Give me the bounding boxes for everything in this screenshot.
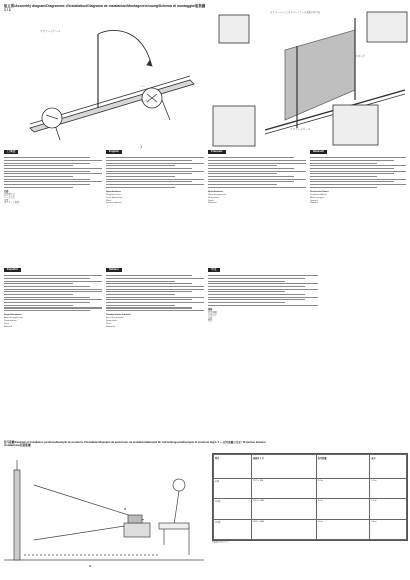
spec-item: 投影面積	[208, 311, 217, 314]
spec-item: Projektionsfläche	[310, 193, 327, 196]
table-row	[214, 478, 407, 498]
table-cell: 2214 × 1245	[252, 499, 317, 519]
table-header: 高さ	[370, 455, 407, 479]
spec-item: Projection area	[106, 193, 121, 196]
spec-item: Dimensioni	[106, 320, 117, 323]
spec-item: Peso	[106, 322, 111, 325]
section-en	[106, 150, 204, 255]
step-number: 1	[140, 144, 143, 149]
section-de	[310, 150, 406, 255]
spec-item: 材質	[208, 320, 213, 323]
table-cell: 2.4 m	[316, 478, 370, 498]
spec-item: ケース寸法	[4, 196, 15, 199]
spec-item: 投影面寸法	[4, 193, 15, 196]
spec-item: Gewicht	[310, 199, 318, 202]
spec-item: Peso	[4, 322, 9, 325]
distance-label: a	[89, 563, 92, 568]
spec-item: Zone de projection	[208, 193, 227, 196]
table-cell: 3.6 m	[316, 519, 370, 539]
spec-item: Screen material	[106, 202, 122, 205]
spec-item: Material	[4, 325, 12, 328]
spec-item: Área de proyección	[4, 317, 23, 320]
spec-item: Matériau	[208, 202, 217, 205]
spec-item: Materiale	[106, 325, 115, 328]
table-header: 画面サイズ	[252, 455, 317, 479]
spec-item: Dimensions	[208, 196, 220, 199]
table-header: 型名	[214, 455, 252, 479]
spec-label-de: Technische Daten	[310, 190, 329, 193]
table-cell: 80型	[214, 478, 252, 498]
table-cell: 100型	[214, 499, 252, 519]
section-it	[106, 268, 204, 438]
table-row	[214, 499, 407, 519]
section-zh	[208, 268, 318, 438]
screen-case-label: スクリーンケース	[40, 30, 61, 33]
spec-item: Area di proiezione	[106, 317, 124, 320]
spec-label-it: Caratteristiche tecniche	[106, 314, 131, 317]
section-header-fr: Français	[208, 150, 226, 154]
spec-item: スクリーン素材	[4, 202, 20, 205]
spec-label-fr: Spécifications	[208, 190, 223, 193]
table-cell: 1771 × 996	[252, 478, 317, 498]
table-footnote: ※数値は目安です。	[212, 542, 230, 544]
spec-item: Case dimensions	[106, 196, 123, 199]
page-number: 1 / 2	[4, 8, 11, 13]
spec-item: 質量	[4, 199, 9, 202]
case-label: スクリーンケース	[290, 128, 311, 131]
section-header-de: Deutsch	[310, 150, 327, 154]
section-header-zh: 中文	[208, 268, 220, 272]
table-cell: 1.5 m	[370, 499, 407, 519]
hook-label: フック	[140, 100, 148, 103]
top-right-caption: スクリーンバーとスクリーンケースを取り付ける	[270, 12, 321, 14]
table-cell: 120型	[214, 519, 252, 539]
projection-table	[212, 453, 408, 541]
spec-label-zh: 規格	[208, 308, 213, 311]
height-label: d	[124, 506, 127, 511]
table-title: 表1 / 1 — 投写距離の目安 / Projection distance	[212, 441, 266, 444]
section-header-es: Español	[4, 268, 21, 272]
section-ja	[4, 150, 102, 255]
section-header-ja: 日本語	[4, 150, 18, 154]
spec-item: Mass	[106, 199, 112, 202]
spec-item: Material	[310, 202, 318, 205]
spec-item: Poids	[208, 199, 214, 202]
spec-item: Abmessungen	[310, 196, 324, 199]
installation-figure	[4, 455, 204, 575]
table-cell: 1.8 m	[370, 519, 407, 539]
installation-title: 投写距離/Example of installation positions/Exemple de positions d'installation/Ejemplo de posiciones de instalación/Beispiel für Aufstellungsorte/Esempio di posizioni di installazione/投影距離	[4, 441, 213, 448]
table-header: 投写距離	[316, 455, 370, 479]
section-es	[4, 268, 102, 438]
bar-label: バー	[140, 85, 146, 88]
table-row	[214, 519, 407, 539]
assembly-figure-left	[0, 20, 205, 150]
spec-item: 質量	[208, 317, 213, 320]
spec-item: 外殼尺寸	[208, 314, 217, 317]
section-fr	[208, 150, 306, 255]
document-title-text: 組立図/Assembly diagram/Diagramme d'installation/Diagrama de instalación/Montagezeichnung/Schema di montaggio/組裝圖	[4, 4, 206, 8]
table-cell: 2657 × 1494	[252, 519, 317, 539]
table-cell: 1.2 m	[370, 478, 407, 498]
table-cell: 3.0 m	[316, 499, 370, 519]
spec-label-en: Specifications	[106, 190, 121, 193]
spec-label-es: Especificaciones	[4, 314, 22, 317]
section-header-en: English	[106, 150, 122, 154]
section-header-it: Italiano	[106, 268, 122, 272]
spec-label-ja: 仕様	[4, 190, 9, 193]
document-title	[4, 4, 214, 12]
spec-item: Dimensiones	[4, 320, 17, 323]
stand-label: スタンド	[355, 55, 366, 58]
